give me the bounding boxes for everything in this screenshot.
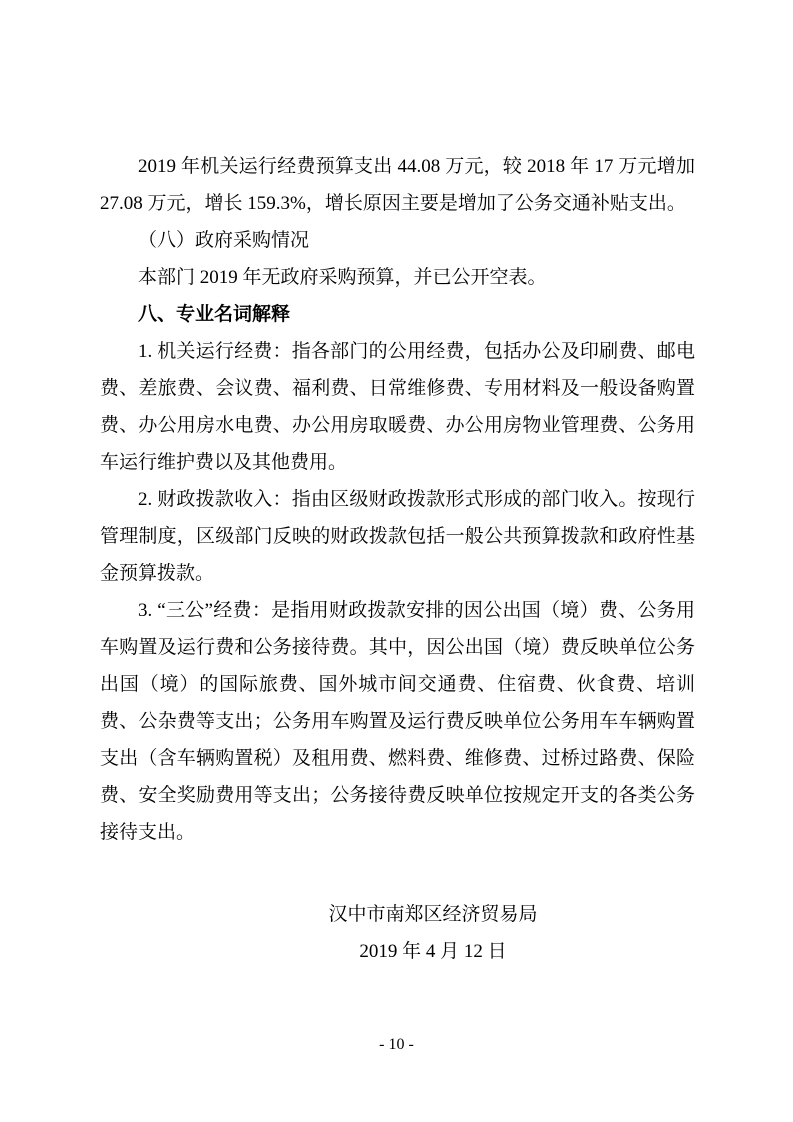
- definition-three-public-expenses: 3. “三公”经费：是指用财政拨款安排的因公出国（境）费、公务用车购置及运行费和公务接待费。其中，因公出国（境）费反映单位公务出国（境）的国际旅费、国外城市间交通费、住宿费、伙食费、培训费、公杂费等支出；公务用车购置及运行费反映单位公务用车车辆购置支出（含车辆购置税）及租用费、燃料费、维修费、过桥过路费、保险费、安全奖励费用等支出；公务接待费反映单位按规定开支的各类公务接待支出。: [100, 600, 695, 843]
- section-heading-term-definitions: 八、专业名词解释: [138, 304, 291, 325]
- definition-fiscal-appropriation-income: 2. 财政拨款收入：指由区级财政拨款形式形成的部门收入。按现行管理制度，区级部门反映的财政拨款包括一般公共预算拨款和政府性基金预算拨款。: [100, 489, 695, 584]
- paragraph-procurement-statement: 本部门 2019 年无政府采购预算，并已公开空表。: [138, 267, 547, 288]
- paragraph-government-procurement-subheading: （八）政府采购情况: [138, 230, 310, 251]
- signature-date: 2019 年 4 月 12 日: [359, 941, 507, 962]
- definition-operating-expenses: 1. 机关运行经费：指各部门的公用经费，包括办公及印刷费、邮电费、差旅费、会议费、福利费、日常维修费、专用材料及一般设备购置费、办公用房水电费、办公用房取暖费、办公用房物业管理费、公务用车运行维护费以及其他费用。: [100, 341, 695, 473]
- paragraph-operating-expenses-budget: 2019 年机关运行经费预算支出 44.08 万元，较 2018 年 17 万元增加 27.08 万元，增长 159.3%，增长原因主要是增加了公务交通补贴支出。: [100, 156, 695, 214]
- signature-organization: 汉中市南郑区经济贸易局: [328, 904, 538, 925]
- signature-block: [73, 896, 793, 970]
- page-number: - 10 -: [379, 1036, 414, 1053]
- page-footer: [0, 1034, 793, 1056]
- document-body: [100, 148, 695, 851]
